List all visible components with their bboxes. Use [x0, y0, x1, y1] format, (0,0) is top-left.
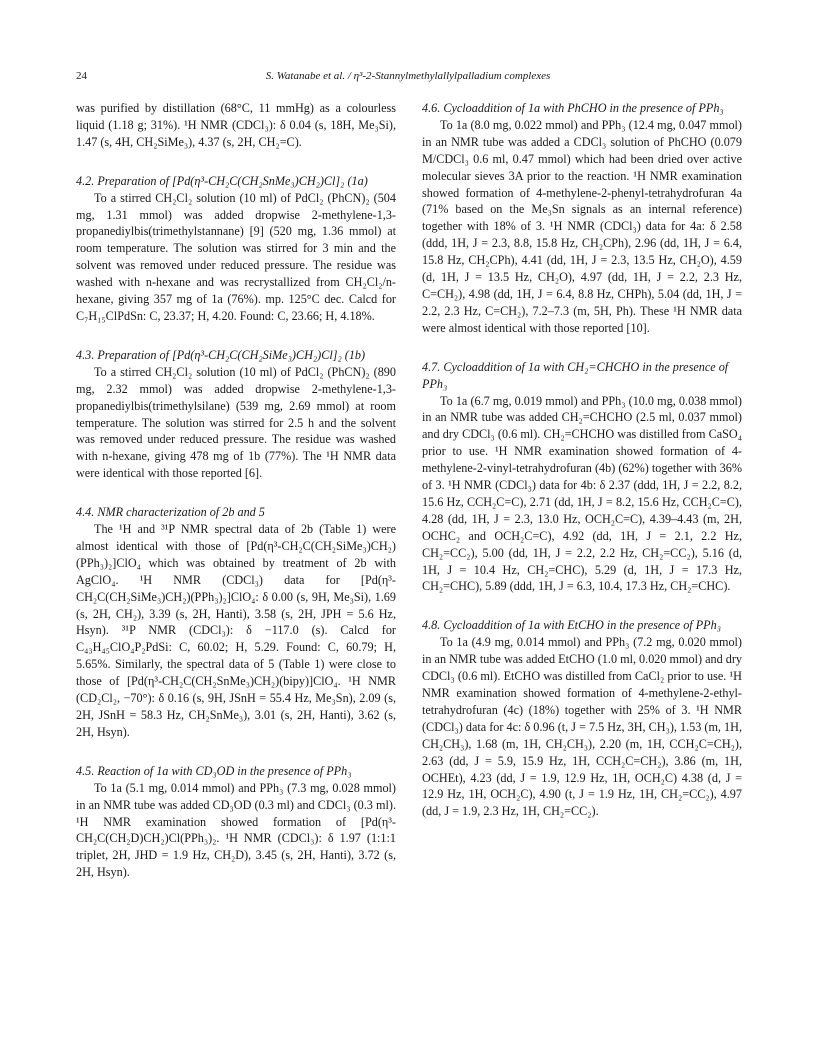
section-body-4-8: To 1a (4.9 mg, 0.014 mmol) and PPh₃ (7.2 mg, 0.020 mmol) in an NMR tube was added EtCHO (1.0 ml, 0.020 mmol) and dry CDCl₃ (0.6 ml). EtCHO was distilled from CaCl₂ prior to use. ¹H NMR examination showed formation of 4-methylene-2-ethyl-tetrahydrofuran (4c) (18%) together with 25% of 3. ¹H NMR (CDCl₃) data for 4c: δ 0.96 (t, J = 7.5 Hz, 3H, CH₃), 1.53 (m, 1H, CH₂CH₃), 1.68 (m, 1H, CH₂CH₃), 2.20 (m, 1H, CCH₂C=CH₂), 2.63 (dd, J = 5.9, 15.9 Hz, 1H, CCH₂C=CH₂), 3.86 (m, 1H, OCHEt), 4.23 (dd, J = 1.9, 12.9 Hz, 1H, OCH₂C) 4.38 (d, J = 12.9 Hz, 1H, OCH₂C), 4.90 (t, J = 1.9 Hz, 1H, CH₂=CC₂), 4.97 (dd, J = 1.9, 2.3 Hz, 1H, CH₂=CC₂).: [422, 635, 742, 819]
section-heading-4-4: 4.4. NMR characterization of 2b and 5: [76, 505, 265, 520]
section-body-4-2: To a stirred CH₂Cl₂ solution (10 ml) of PdCl₂ (PhCN)₂ (504 mg, 1.31 mmol) was added dropwise 2-methylene-1,3-propanediylbis(trimethylstannane) [9] (520 mg, 1.36 mmol) at room temperature. The solution was stirred for 3 min and the solvent was removed under reduced pressure. The residue was washed with n-hexane and was recrystallized from CH₂Cl₂/n-hexane, giving 357 mg of 1a (76%). mp. 125°C dec. Calcd for C₇H₁₅ClPdSn: C, 23.37; H, 4.20. Found: C, 23.66; H, 4.18%.: [76, 190, 396, 323]
section-heading-4-2: 4.2. Preparation of [Pd(η³-CH₂C(CH₂SnMe₃)CH₂)Cl]₂ (1a): [76, 173, 368, 188]
section-heading-4-3: 4.3. Preparation of [Pd(η³-CH₂C(CH₂SiMe₃)CH₂)Cl]₂ (1b): [76, 347, 366, 362]
section-body-4-4: The ¹H and ³¹P NMR spectral data of 2b (Table 1) were almost identical with those of [Pd(η³-CH₂C(CH₂SiMe₃)CH₂)(PPh₃)₂]ClO₄ which was obtained by treatment of 2b with AgClO₄. ¹H NMR (CDCl₃) data for [Pd(η³-CH₂C(CH₂SiMe₃)CH₂)(PPh₃)₂]ClO₄: δ 0.00 (s, 9H, Me₃Si), 1.69 (s, 2H, CH₂), 3.39 (s, 2H, Hanti), 3.58 (s, 2H, JPH = 5.6 Hz, Hsyn). ³¹P NMR (CDCl₃): δ −117.0 (s). Calcd for C₄₃H₄₅ClO₄P₂PdSi: C, 60.02; H, 5.29. Found: C, 60.79; H, 5.65%. Similarly, the spectral data of 5 (Table 1) were close to those of [Pd(η³-CH₂C(CH₂SnMe₃)CH₂)(bipy)]ClO₄. ¹H NMR (CD₂Cl₂, −70°): δ 0.16 (s, 9H, JSnH = 55.4 Hz, Me₃Sn), 2.09 (s, 2H, JSnH = 58.3 Hz, CH₂SnMe₃), 3.01 (s, 2H, Hanti), 3.62 (s, 2H, Hsyn).: [76, 522, 396, 739]
section-heading-4-6: 4.6. Cycloaddition of 1a with PhCHO in the presence of PPh₃: [422, 101, 724, 115]
section-body-4-3: To a stirred CH₂Cl₂ solution (10 ml) of PdCl₂ (PhCN)₂ (890 mg, 2.32 mmol) was added dropwise 2-methylene-1,3-propanediylbis(trimethylsilane) (539 mg, 2.69 mmol) at room temperature. The solution was stirred for 2.5 h and the solvent was removed under reduced pressure. The residue was washed with n-hexane, giving 478 mg of 1b (77%). The ¹H NMR data were identical with those reported [6].: [76, 364, 396, 481]
page-number: 24: [76, 70, 87, 82]
paragraph-continued: was purified by distillation (68°C, 11 mmHg) as a colourless liquid (1.18 g; 31%). ¹H NMR (CDCl₃): δ 0.04 (s, 18H, Me₃Si), 1.47 (s, 4H, CH₂SiMe₃), 4.37 (s, 2H, CH₂=C).: [76, 101, 396, 149]
left-column: [76, 100, 396, 881]
section-body-4-6: To 1a (8.0 mg, 0.022 mmol) and PPh₃ (12.4 mg, 0.047 mmol) in an NMR tube was added a CDCl₃ solution of PhCHO (0.079 M/CDCl₃ 0.6 ml, 0.47 mmol) which had been dried over active molecular sieves 3A prior to the reaction. ¹H NMR examination showed formation of 4-methylene-2-phenyl-tetrahydrofuran 4a (71% based on the Me₃Sn signals as an internal reference) together with 18% of 3. ¹H NMR (CDCl₃) data for 4a: δ 2.58 (ddd, 1H, J = 2.3, 8.8, 15.8 Hz, CH₂CPh), 2.96 (dd, 1H, J = 6.4, 15.8 Hz, CH₂CPh), 4.41 (dd, 1H, J = 2.3, 13.5 Hz, CH₂O), 4.59 (d, 1H, J = 13.5 Hz, CH₂O), 4.97 (dd, 1H, J = 2.2, 2.3 Hz, C=CH₂), 4.98 (dd, 1H, J = 6.4, 8.8 Hz, CHPh), 5.04 (dd, 1H, J = 2.2, 2.3 Hz, C=CH₂), 7.2–7.3 (m, 5H, Ph). These ¹H NMR data were almost identical with those reported [10].: [422, 117, 742, 335]
section-body-4-7: To 1a (6.7 mg, 0.019 mmol) and PPh₃ (10.0 mg, 0.038 mmol) in an NMR tube was added CH₂=CHCHO (2.5 ml, 0.037 mmol) and dry CDCl₃ (0.6 ml). CH₂=CHCHO was distilled from CaSO₄ prior to use. ¹H NMR examination showed formation of 4-methylene-2-vinyl-tetrahydrofuran (4b) (62%) together with 36% of 3. ¹H NMR (CDCl₃) data for 4b: δ 2.37 (ddd, 1H, J = 2.2, 8.2, 15.6 Hz, CCH₂C=C), 2.71 (dd, 1H, J = 8.2, 15.6 Hz, CCH₂C=C), 4.28 (dd, 1H, J = 2.3, 13.0 Hz, OCH₂C=C), 4.39–4.43 (m, 2H, OCHC₂ and OCH₂C=C), 4.92 (dd, 1H, J = 2.1, 2.2 Hz, CH₂=CC₂), 5.00 (dd, 1H, J = 2.2, 2.2 Hz, CH₂=CC₂), 5.16 (d, 1H, J = 10.4 Hz, CH₂=CHC), 5.29 (d, 1H, J = 17.3 Hz, CH₂=CHC), 5.89 (ddd, 1H, J = 6.3, 10.4, 17.3 Hz, CH₂=CHC).: [422, 393, 742, 594]
running-title: S. Watanabe et al. / η³-2-Stannylmethylallylpalladium complexes: [265, 70, 551, 82]
section-body-4-5: To 1a (5.1 mg, 0.014 mmol) and PPh₃ (7.3 mg, 0.028 mmol) in an NMR tube was added CD₃OD (0.3 ml) and CDCl₃ (0.3 ml). ¹H NMR examination showed formation of [Pd(η³-CH₂C(CH₂D)CH₂)Cl(PPh₃)₂. ¹H NMR (CDCl₃): δ 1.97 (1:1:1 triplet, 2H, JHD = 1.9 Hz, CH₂D), 3.45 (s, 2H, Hanti), 3.72 (s, 2H, Hsyn).: [76, 780, 396, 880]
right-column: [422, 100, 742, 820]
section-heading-4-5: 4.5. Reaction of 1a with CD₃OD in the presence of PPh₃: [76, 763, 352, 778]
page-header: [76, 70, 740, 86]
section-heading-4-7: 4.7. Cycloaddition of 1a with CH₂=CHCHO in the presence of PPh₃: [422, 359, 729, 391]
section-heading-4-8: 4.8. Cycloaddition of 1a with EtCHO in the presence of PPh₃: [422, 618, 721, 633]
